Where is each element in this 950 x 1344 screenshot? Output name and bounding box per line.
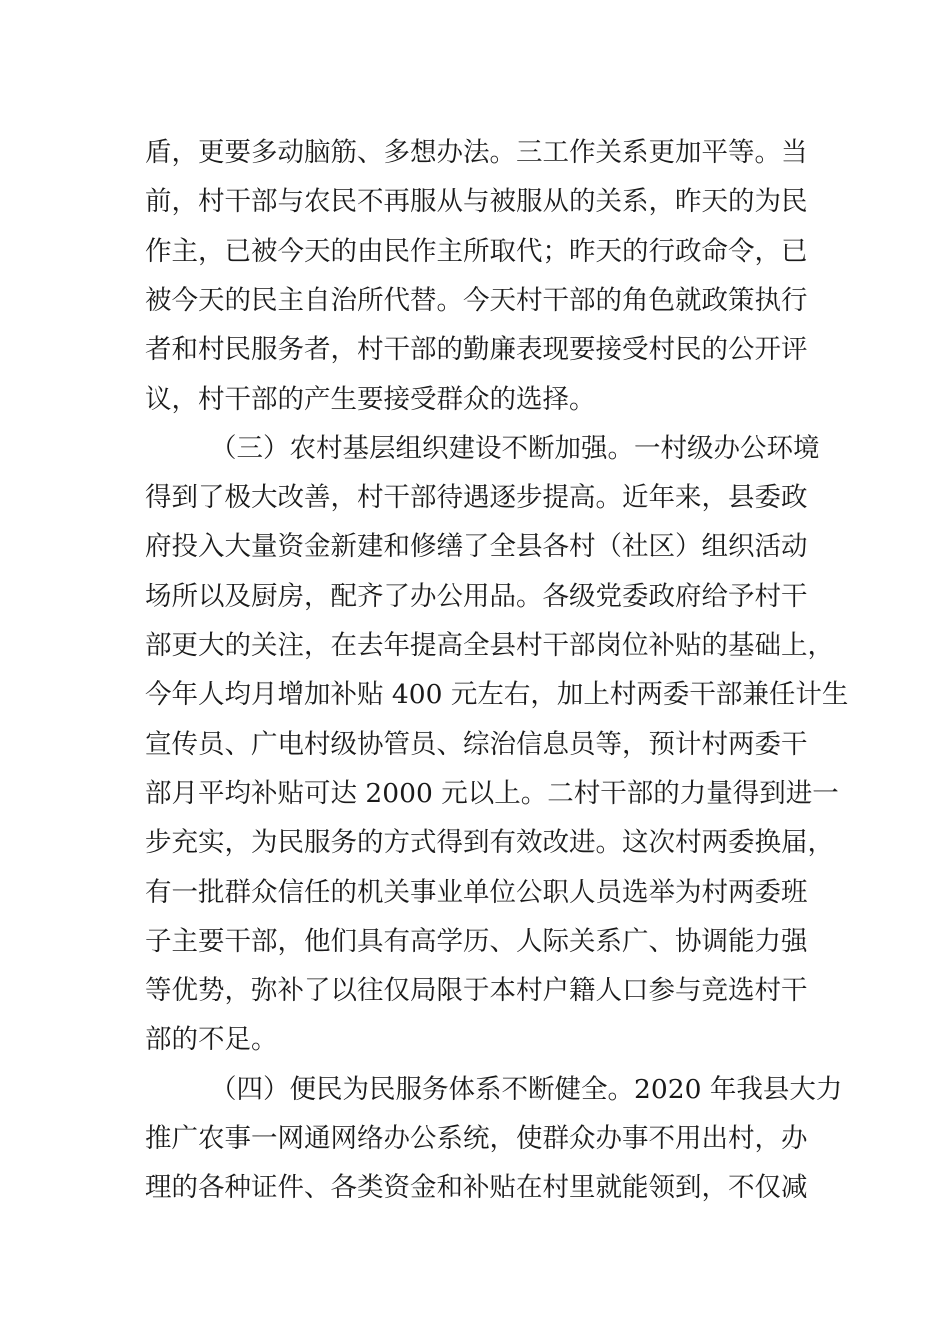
text-line: 理的各种证件、各类资金和补贴在村里就能领到，不仅减 (145, 1172, 808, 1204)
text-line: 步充实，为民服务的方式得到有效改进。这次村两委换届， (145, 827, 834, 859)
text-line: 等优势，弥补了以往仅局限于本村户籍人口参与竞选村干 (145, 975, 808, 1007)
text-line: 宣传员、广电村级协管员、综治信息员等，预计村两委干 (145, 728, 808, 760)
text-line: 者和村民服务者，村干部的勤廉表现要接受村民的公开评 (145, 334, 808, 366)
text-line: 部月平均补贴可达 2000 元以上。二村干部的力量得到进一 (145, 777, 839, 809)
text-line: 议，村干部的产生要接受群众的选择。 (145, 383, 596, 415)
text-line: （三）农村基层组织建设不断加强。一村级办公环境 (210, 432, 820, 464)
text-line: 有一批群众信任的机关事业单位公职人员选举为村两委班 (145, 876, 808, 908)
text-line: 作主，已被今天的由民作主所取代；昨天的行政命令，已 (145, 235, 808, 267)
text-line: 得到了极大改善，村干部待遇逐步提高。近年来，县委政 (145, 482, 808, 514)
text-line: 前，村干部与农民不再服从与被服从的关系，昨天的为民 (145, 186, 808, 218)
text-line: 部更大的关注，在去年提高全县村干部岗位补贴的基础上， (145, 630, 834, 661)
text-line: 子主要干部，他们具有高学历、人际关系广、协调能力强 (145, 925, 808, 957)
text-line: 推广农事一网通网络办公系统，使群众办事不用出村，办 (145, 1123, 808, 1154)
text-line: 今年人均月增加补贴 400 元左右，加上村两委干部兼任计生 (145, 679, 849, 711)
text-line: 盾，更要多动脑筋、多想办法。三工作关系更加平等。当 (145, 137, 808, 168)
text-line: 部的不足。 (145, 1024, 278, 1056)
text-line: 府投入大量资金新建和修缮了全县各村（社区）组织活动 (145, 531, 808, 563)
text-line: 被今天的民主自治所代替。今天村干部的角色就政策执行 (145, 284, 808, 316)
text-line: 场所以及厨房，配齐了办公用品。各级党委政府给予村干 (145, 580, 808, 612)
text-line: （四）便民为民服务体系不断健全。2020 年我县大力 (210, 1073, 843, 1105)
